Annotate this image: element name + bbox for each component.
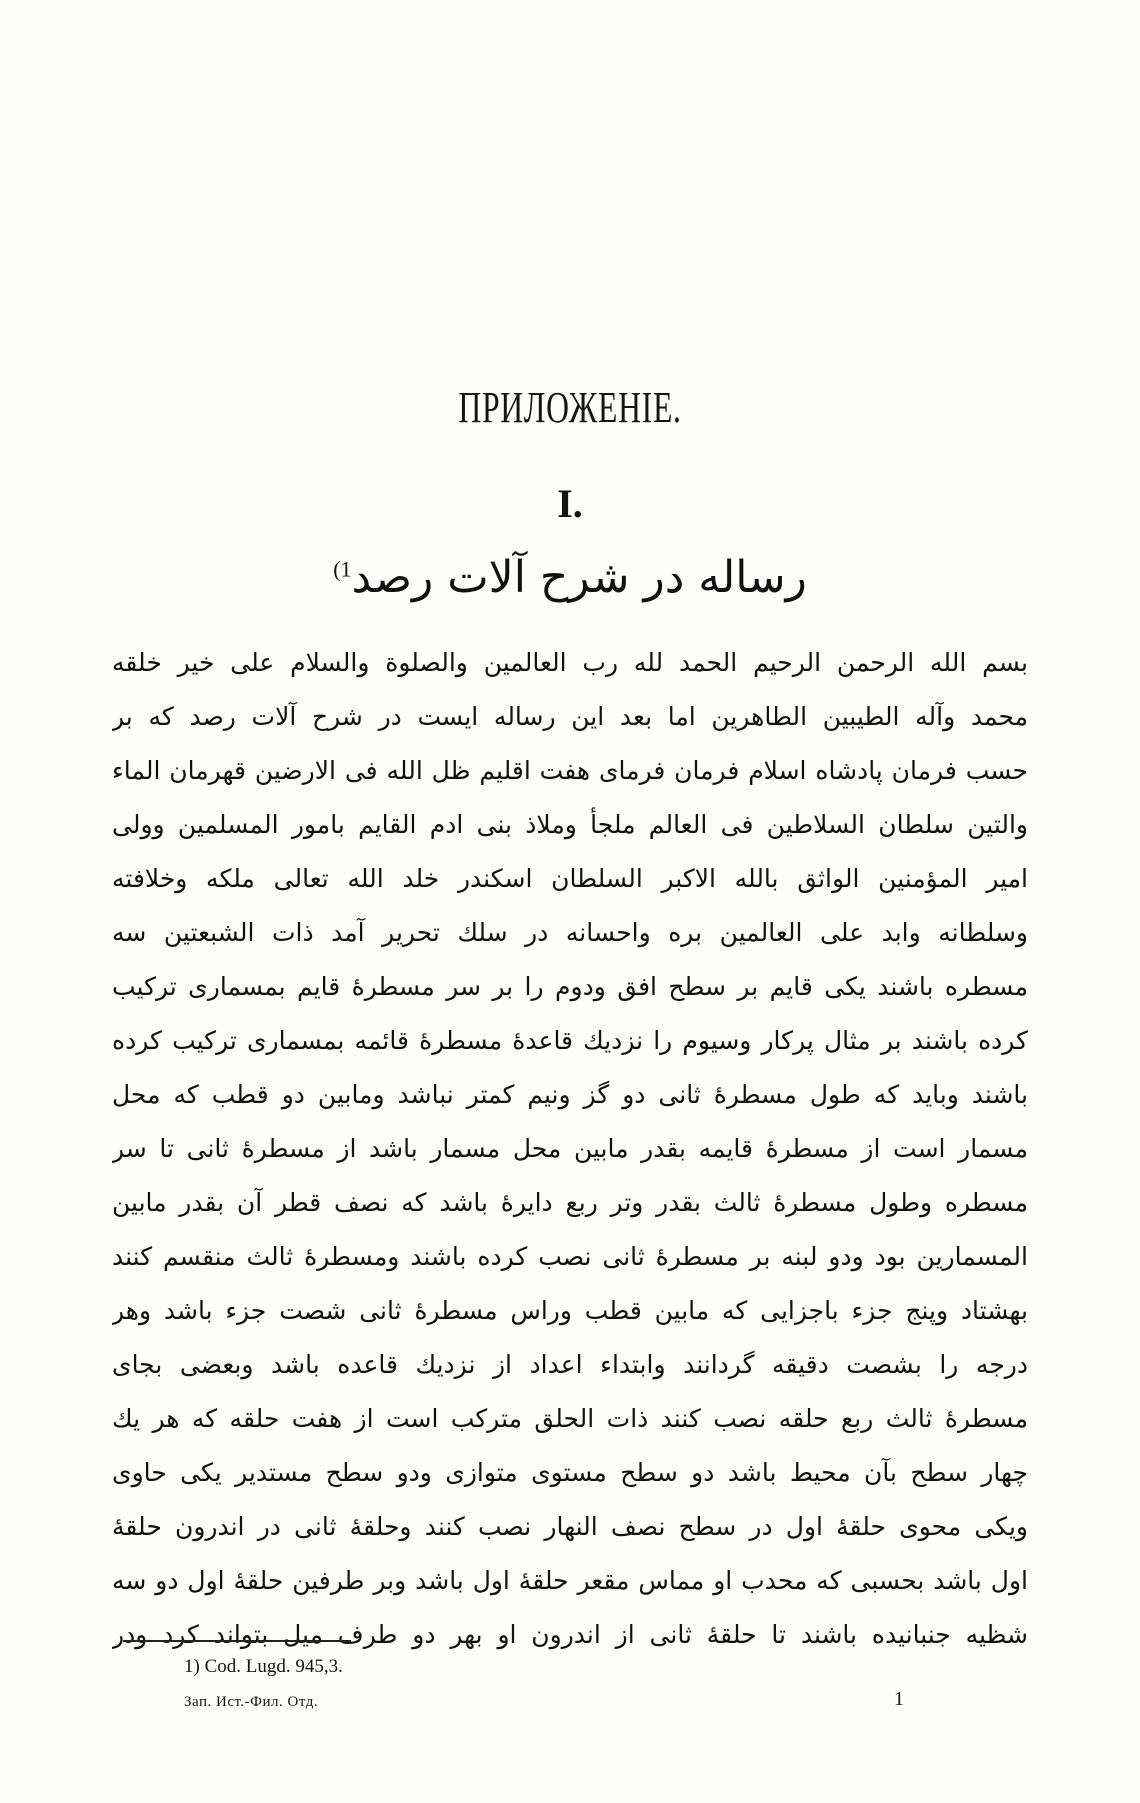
- body-line: درجه را بشصت دقيقه گردانند وابتداء اعداد از نزديك قاعده باشد وبعضى بجاى: [112, 1350, 1028, 1379]
- body-line: شظيه جنبانيده باشند تا حلقهٔ ثانى از اندرون او بهر دو طرف ميل بتواند كرد ودر: [112, 1620, 1028, 1649]
- section-numeral: I.: [557, 481, 583, 526]
- treatise-title-text: رساله در شرح آلات رصد: [351, 552, 807, 603]
- body-line: مسطرهٔ ثالث ربع حلقه نصب كنند ذات الحلق متركب است از هفت حلقه كه هر يك: [112, 1404, 1028, 1433]
- body-line: بهشتاد وپنج جزء باجزايى كه مابين قطب وراس مسطرهٔ ثانى شصت جزء باشد وهر: [112, 1296, 1028, 1325]
- body-line: وسلطانه وابد على العالمين بره واحسانه در سلك تحرير آمد ذات الشبعتين سه: [112, 918, 1028, 947]
- footnote-divider: [123, 1640, 351, 1642]
- footnote: 1) Cod. Lugd. 945,3.: [184, 1656, 343, 1677]
- body-line: مسمار است از مسطرهٔ قايمه بقدر مابين محل مسمار باشد از مسطرهٔ ثانى تا سر: [112, 1134, 1028, 1163]
- body-line: حسب فرمان پادشاه اسلام فرمان فرماى هفت اقليم ظل الله فى الارضين قهرمان الماء: [112, 756, 1028, 785]
- body-line: چهار سطح بآن محيط باشد دو سطح مستوى متوازى ودو سطح مستدير يكى حاوى: [112, 1458, 1028, 1487]
- body-line: ويكى محوى حلقهٔ اول در سطح نصف النهار نصب كنند وحلقهٔ ثانى در اندرون حلقهٔ: [112, 1512, 1028, 1541]
- body-line: مسطره باشند يكى قايم بر سطح افق ودوم را بر سر مسطرهٔ قايم بمسمارى تركيب: [112, 972, 1028, 1001]
- treatise-title: [200, 552, 940, 603]
- persian-body-text: [112, 636, 1028, 1662]
- printer-signature: Зап. Ист.-Фил. Отд.: [184, 1694, 319, 1710]
- body-line: المسمارين بود ودو لبنه بر مسطرهٔ ثانى نصب كرده باشند ومسطرهٔ ثالث منقسم كنند: [112, 1242, 1028, 1271]
- body-line: اول باشد بحسبى كه محدب او مماس مقعر حلقهٔ اول باشد وبر طرفين حلقهٔ اول دو سه: [112, 1566, 1028, 1595]
- appendix-title: ПРИЛОЖЕНІЕ.: [458, 383, 682, 432]
- body-line: كرده باشند بر مثال پركار وسيوم را نزديك قاعدهٔ مسطرهٔ قائمه بمسمارى تركيب كرده: [112, 1026, 1028, 1055]
- body-line: باشند وبايد كه طول مسطرهٔ ثانى دو گز ونيم كمتر نباشد ومابين دو قطب كه محل: [112, 1080, 1028, 1109]
- body-line: مسطره وطول مسطرهٔ ثالث بقدر وتر ربع دايرهٔ باشد كه نصف قطر آن بقدر مابين: [112, 1188, 1028, 1217]
- body-line: والتين سلطان السلاطين فى العالم ملجأ وملاذ بنى ادم القايم بامور المسلمين وولى: [112, 810, 1028, 839]
- body-line: بسم الله الرحمن الرحيم الحمد لله رب العالمين والصلوة والسلام على خير خلقه: [112, 648, 1028, 677]
- footnote-reference-mark: 1): [333, 556, 352, 582]
- body-line: محمد وآله الطيبين الطاهرين اما بعد اين رساله ايست در شرح آلات رصد كه بر: [112, 702, 1028, 731]
- page-number: 1: [894, 1688, 904, 1710]
- body-line: امير المؤمنين الواثق بالله الاكبر السلطان اسكندر خلد الله تعالى ملكه وخلافته: [112, 864, 1028, 893]
